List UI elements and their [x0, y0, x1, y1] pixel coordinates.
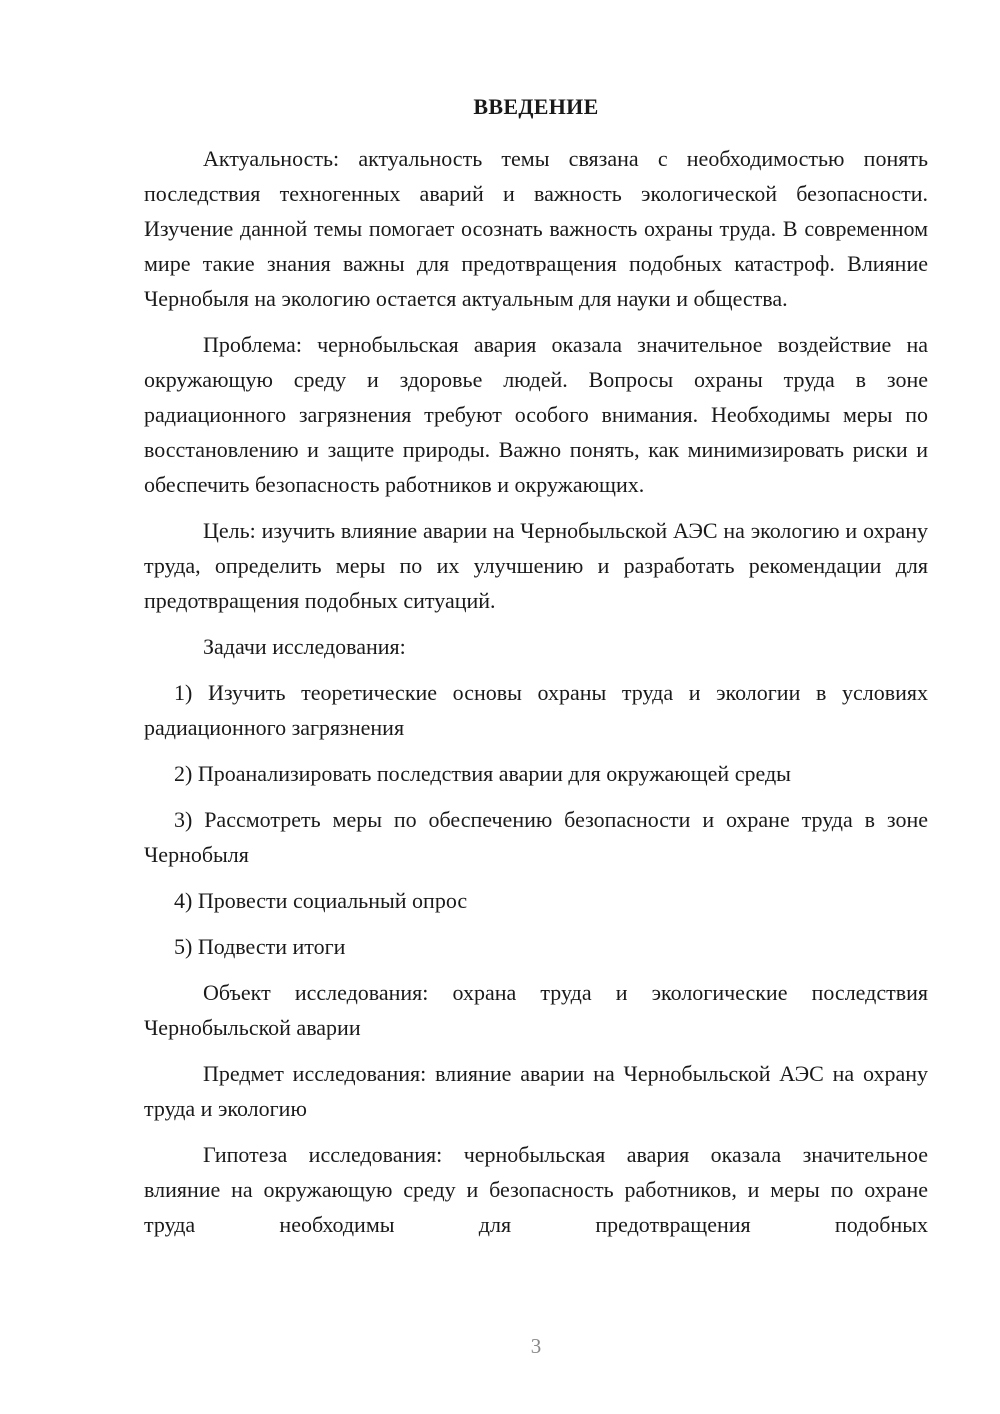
task-item: 4) Провести социальный опрос	[174, 888, 468, 913]
document-page	[144, 0, 928, 1414]
page-title: ВВЕДЕНИЕ	[473, 94, 599, 119]
problem-paragraph: Проблема: чернобыльская авария оказала значительное воздействие на окружающую среду и здоровье людей. Вопросы охраны труда в зоне радиационного загрязнения требуют особого внимания. Необходимы меры по восстановлению и защите природы. Важно понять, как минимизировать риски и обеспечить безопасность работников и окружающих.	[144, 332, 928, 497]
task-item: 5) Подвести итоги	[174, 934, 346, 959]
task-item: 2) Проанализировать последствия аварии для окружающей среды	[174, 761, 791, 786]
tasks-heading: Задачи исследования:	[203, 634, 406, 659]
page-number: 3	[530, 1334, 542, 1358]
research-subject-paragraph: Предмет исследования: влияние аварии на Чернобыльской АЭС на охрану труда и экологию	[144, 1061, 928, 1121]
goal-paragraph: Цель: изучить влияние аварии на Чернобыльской АЭС на экологию и охрану труда, определить меры по их улучшению и разработать рекомендации для предотвращения подобных ситуаций.	[144, 518, 928, 613]
research-object-paragraph: Объект исследования: охрана труда и экологические последствия Чернобыльской аварии	[144, 980, 928, 1040]
hypothesis-paragraph: Гипотеза исследования: чернобыльская авария оказала значительное влияние на окружающую среду и безопасность работников, и меры по охране труда необходимы для предотвращения подобных	[144, 1142, 928, 1237]
relevance-paragraph: Актуальность: актуальность темы связана с необходимостью понять последствия техногенных аварий и важность экологической безопасности. Изучение данной темы помогает осознать важность охраны труда. В современном мире такие знания важны для предотвращения подобных катастроф. Влияние Чернобыля на экологию остается актуальным для науки и общества.	[144, 146, 928, 311]
document-body	[144, 141, 928, 1242]
task-item: 3) Рассмотреть меры по обеспечению безопасности и охране труда в зоне Чернобыля	[144, 807, 928, 867]
task-item: 1) Изучить теоретические основы охраны труда и экологии в условиях радиационного загрязнения	[144, 680, 928, 740]
